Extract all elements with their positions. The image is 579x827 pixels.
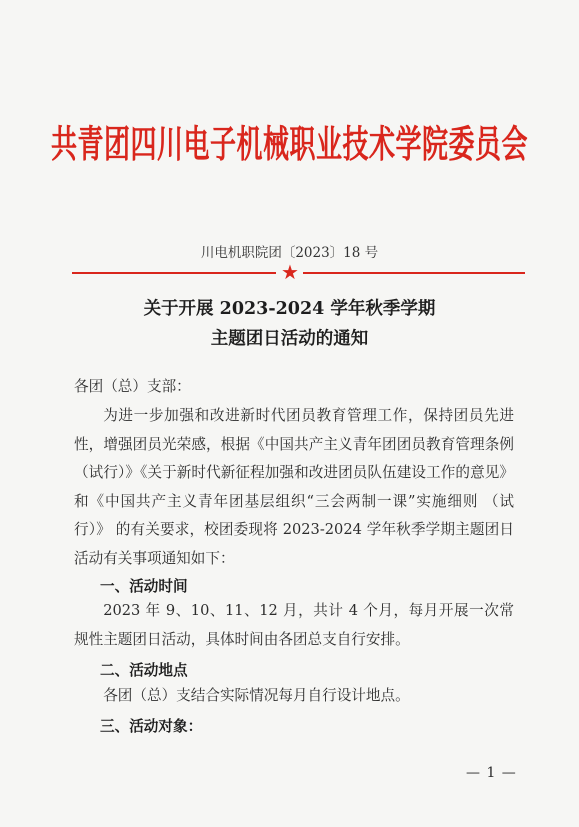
divider-line-left (72, 272, 276, 274)
page-number: — 1 — (466, 765, 517, 781)
section-heading-participants: 三、活动对象： (100, 718, 203, 735)
document-title-line-2: 主题团日活动的通知 (210, 329, 369, 349)
salutation: 各团（总）支部： (74, 378, 191, 395)
section-text-location: 各团（总）支结合实际情况每月自行设计地点。 (103, 687, 410, 704)
organization-header: 共青团四川电子机械职业技术学院委员会 (50, 123, 528, 168)
document-number: 川电机职院团〔2023〕18 号 (200, 245, 379, 261)
section-text-time: 2023 年 9、10、11、12 月，共计 4 个月，每月开展一次常规性主题团日活动，具体时间由各团总支自行安排。 (74, 602, 514, 648)
red-divider (72, 260, 525, 284)
section-heading-time: 一、活动时间 (100, 578, 188, 595)
intro-paragraph: 为进一步加强和改进新时代团员教育管理工作，保持团员先进性，增强团员光荣感，根据《中国共产主义青年团团员教育管理条例（试行）》《关于新时代新征程加强和改进团员队伍建设工作的意见》和《中国共产主义青年团基层组织“三会两制一课”实施细则 （试行）》 的有关要求，校团委现将 2023-2024 学年秋季学期主题团日活动有关事项通知如下： (74, 407, 514, 567)
section-heading-location: 二、活动地点 (100, 662, 188, 679)
star-icon: ★ (281, 260, 299, 284)
document-title-line-1: 关于开展 2023-2024 学年秋季学期 (143, 299, 436, 319)
divider-line-right (303, 272, 525, 274)
